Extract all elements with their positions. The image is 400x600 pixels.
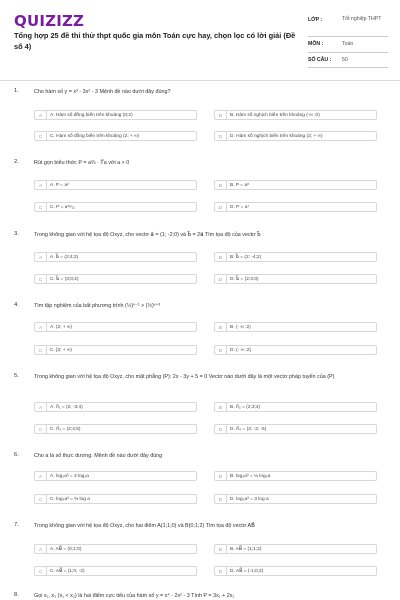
option-a[interactable]: A A. (2; + ∞) <box>34 322 197 332</box>
meta-label-count: SỐ CÂU : <box>308 57 332 63</box>
question-text: Trong không gian với hệ tọa độ Oxyz, cho vectơ a⃗ = (1; -2;0) và b⃗ = 2a⃗ Tìm tọa độ của vectơ b⃗ <box>34 232 261 238</box>
question-text: Tìm tập nghiệm của bất phương trình (½)ˣ⁻¹ > (½)ˣ⁺³ <box>34 303 161 309</box>
option-c[interactable]: C C. [2; + ∞) <box>34 345 197 355</box>
option-d[interactable]: D D. n⃗₄ = (2; -3; -5) <box>214 424 377 434</box>
quizizz-logo: QUIZIZZ <box>14 12 85 30</box>
quiz-header <box>0 0 400 78</box>
meta-value-subject: Toán <box>342 41 354 47</box>
meta-label-subject: MÔN : <box>308 41 324 47</box>
question-text: Trong không gian với hệ tọa độ Oxyz, cho mặt phẳng (P): 2x - 3y + 5 = 0 Vectơ nào dưới đây là một vectơ pháp tuyến của (P) <box>34 374 335 380</box>
question-text: Gọi x₁, x₂ (x₁ < x₂) là hai điểm cực tiểu của hàm số y = x⁴ - 2x² - 3 Tính P = 3x₁ + 2x₂ <box>34 593 235 599</box>
meta-label-class: LỚP : <box>308 17 323 23</box>
meta-value-count: 50 <box>342 57 348 63</box>
option-c[interactable]: C C. Hàm số đồng biến trên khoảng (2; + ∞) <box>34 131 197 141</box>
question-text: Rút gọn biểu thức P = a⅔ · ∜a với a > 0 <box>34 160 130 166</box>
option-c[interactable]: C C. b⃗ = (3;0;2) <box>34 274 197 284</box>
meta-value-class: Tốt nghiệp THPT <box>342 16 382 22</box>
option-a[interactable]: A A. n⃗₁ = (2; -3;4) <box>34 402 197 412</box>
option-a[interactable]: A A. AB⃗ = (0;1;0) <box>34 544 197 554</box>
option-b[interactable]: B B. P = a⁸ <box>214 180 377 190</box>
question-number: 4. <box>14 302 19 308</box>
option-d[interactable]: D D. (- ∞ ;2] <box>214 345 377 355</box>
question-number: 6. <box>14 452 19 458</box>
question-number: 2. <box>14 159 19 165</box>
option-b[interactable]: B B. n⃗₂ = (2;3;4) <box>214 402 377 412</box>
question-number: 8. <box>14 592 19 598</box>
option-d[interactable]: D D. AB⃗ = (-1;0;2) <box>214 566 377 576</box>
question-text: Cho hàm số y = x³ - 3x² - 3 Mệnh đề nào dưới đây đúng? <box>34 89 171 95</box>
option-a[interactable]: A A. b⃗ = (2;4;2) <box>34 252 197 262</box>
option-a[interactable]: A A. log₃a³ = 3 log₃a <box>34 471 197 481</box>
option-a[interactable]: A A. Hàm số đồng biến trên khoảng (0;2) <box>34 110 197 120</box>
option-b[interactable]: B B. log₃a³ = ⅓ log₃a <box>214 471 377 481</box>
meta-divider <box>308 52 388 53</box>
question-number: 1. <box>14 88 19 94</box>
option-c[interactable]: C C. AB⃗ = (1;0; -2) <box>34 566 197 576</box>
option-b[interactable]: B B. AB⃗ = (1;1;2) <box>214 544 377 554</box>
option-b[interactable]: B B. Hàm số nghịch biến trên khoảng (-∞ ;0) <box>214 110 377 120</box>
option-b[interactable]: B B. b⃗ = (2; -4;2) <box>214 252 377 262</box>
option-d[interactable]: D D. b⃗ = (2;4;0) <box>214 274 377 284</box>
question-number: 7. <box>14 522 19 528</box>
option-d[interactable]: D D. Hàm số nghịch biến trên khoảng (2; + ∞) <box>214 131 377 141</box>
option-c[interactable]: C C. n⃗₃ = (2;4;5) <box>34 424 197 434</box>
option-a[interactable]: A A. P = a² <box>34 180 197 190</box>
question-text: Trong không gian với hệ tọa độ Oxyz, cho hai điểm A(1;1;0) và B(0;1;2) Tìm tọa độ vectơ AB⃗ <box>34 523 255 529</box>
option-c[interactable]: C C. log₃a³ = ⅔ log a <box>34 494 197 504</box>
option-d[interactable]: D D. log₃a³ = 3 log a <box>214 494 377 504</box>
meta-divider <box>308 36 388 37</box>
question-number: 5. <box>14 373 19 379</box>
document-title: Tổng hợp 25 đề thi thử thpt quốc gia môn Toán cực hay, chọn lọc có lời giải (Đề số 4) <box>14 31 296 51</box>
header-divider <box>0 80 400 81</box>
option-d[interactable]: D D. P = a⁷ <box>214 202 377 212</box>
question-text: Cho a là số thực dương. Mệnh đề nào dưới đây đúng <box>34 453 163 459</box>
meta-divider <box>308 67 388 68</box>
option-c[interactable]: C C. P = a¹¹⁄₁₂ <box>34 202 197 212</box>
option-b[interactable]: B B. (- ∞ ;2) <box>214 322 377 332</box>
question-number: 3. <box>14 231 19 237</box>
